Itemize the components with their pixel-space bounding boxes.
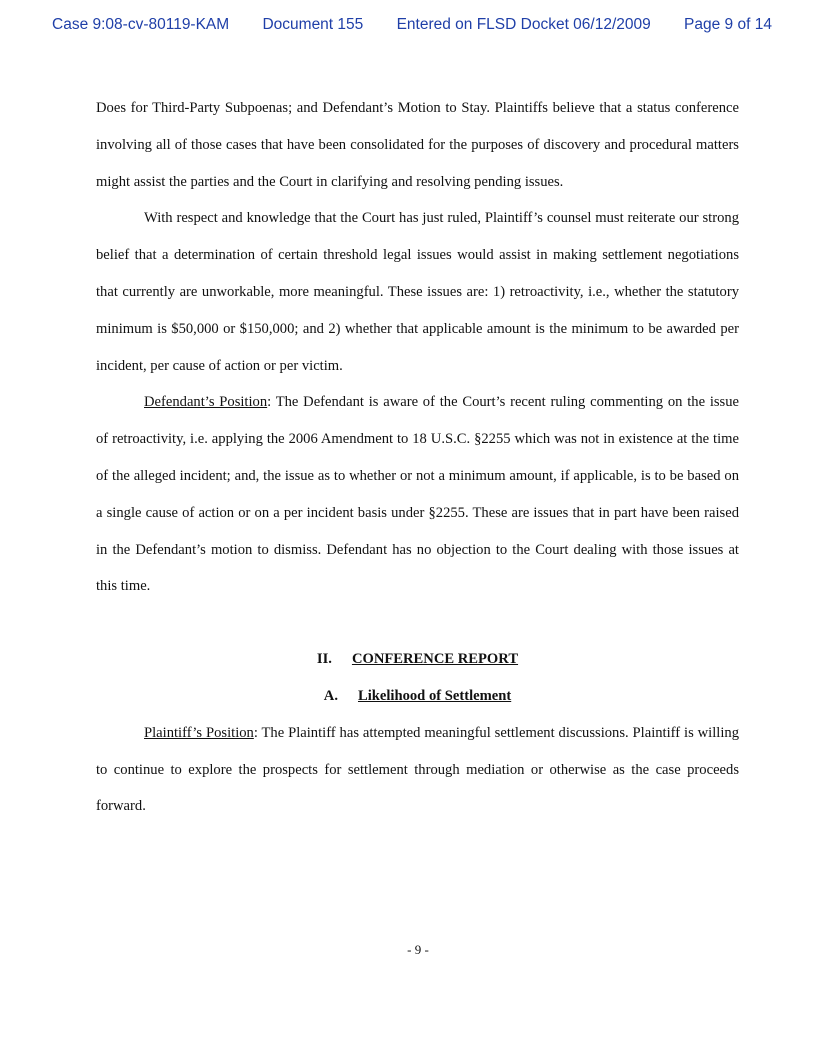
paragraph-plaintiff-position — [96, 715, 739, 825]
document-body — [96, 90, 739, 825]
paragraph-continuation: Does for Third-Party Subpoenas; and Defendant’s Motion to Stay. Plaintiffs believe that a status conference involving all of those cases that have been consolidated for the purposes of discovery and procedural matters might assist the parties and the Court in clarifying and resolving pending issues. — [96, 100, 739, 190]
paragraph-plaintiff-reiteration: With respect and knowledge that the Court has just ruled, Plaintiff’s counsel must reiterate our strong belief that a determination of certain threshold legal issues would assist in making settlement negotiations that currently are unworkable, more meaningful. These issues are: 1) retroactivity, i.e., whether the statutory minimum is $50,000 or $150,000; and 2) whether that applicable amount is the minimum to be awarded per incident, per cause of action or per victim. — [96, 210, 739, 374]
defendant-position-text: : The Defendant is aware of the Court’s recent ruling commenting on the issue of retroactivity, i.e. applying the 2006 Amendment to 18 U.S.C. §2255 which was not in existence at the time of the alleged incident; and, the issue as to whether or not a minimum amount, if applicable, is to be based on a single cause of action or on a per incident basis under §2255. These are issues that in part have been raised in the Defendant’s motion to dismiss. Defendant has no objection to the Court dealing with those issues at this time. — [96, 394, 740, 595]
plaintiff-position-label: Plaintiff’s Position — [144, 724, 254, 741]
subsection-letter: A. — [323, 687, 338, 704]
section-number: II. — [316, 651, 332, 668]
spacer — [96, 605, 739, 641]
section-heading — [96, 641, 739, 678]
docket-entry-date: Entered on FLSD Docket 06/12/2009 — [396, 16, 651, 33]
plaintiff-position-text: : The Plaintiff has attempted meaningful settlement discussions. Plaintiff is willing to continue to explore the prospects for settlement through mediation or otherwise as the case proceeds forward. — [96, 724, 739, 815]
paragraph-defendant-position — [96, 384, 739, 605]
defendant-position-label: Defendant’s Position — [144, 394, 268, 411]
subsection-heading — [96, 678, 739, 715]
docket-header — [52, 16, 772, 34]
section-title: CONFERENCE REPORT — [351, 651, 519, 668]
document-number: Document 155 — [262, 16, 364, 33]
page-indicator: Page 9 of 14 — [684, 16, 772, 33]
subsection-title: Likelihood of Settlement — [357, 687, 512, 704]
case-number: Case 9:08-cv-80119-KAM — [52, 16, 230, 33]
page-footer: - 9 - — [407, 942, 429, 957]
